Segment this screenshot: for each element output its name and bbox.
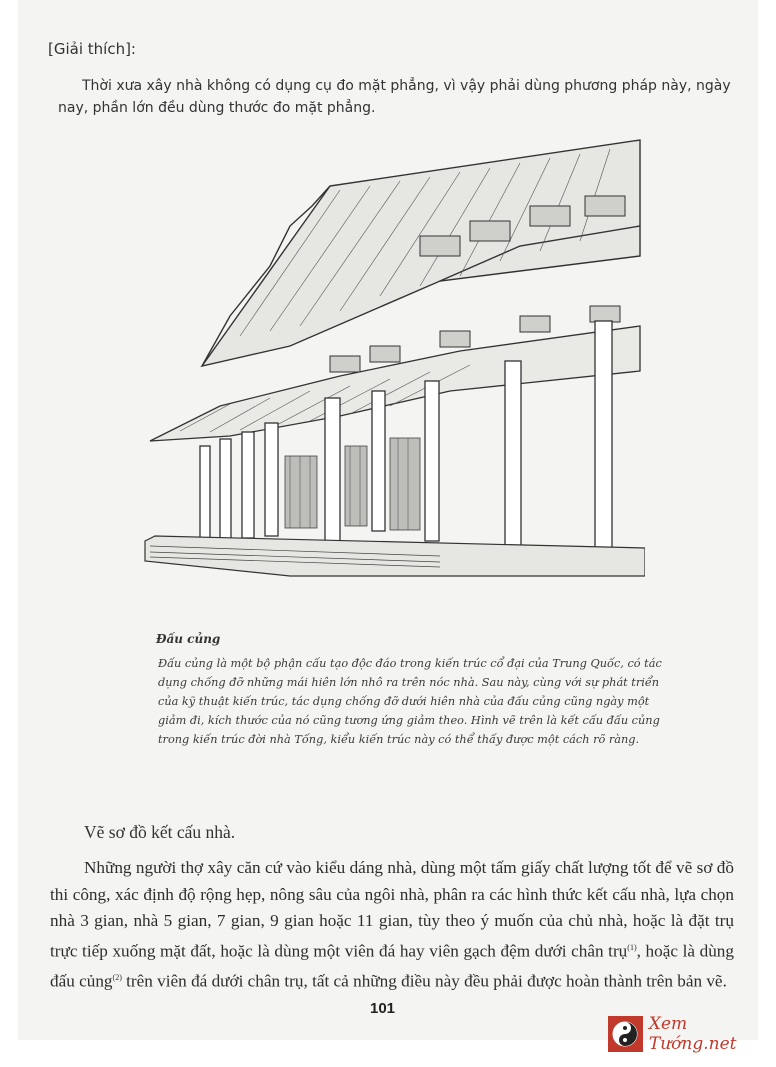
watermark-text: Xem Tướng.net	[648, 1014, 737, 1054]
figure-caption-text: Đấu củng là một bộ phận cấu tạo độc đáo trong kiến trúc cổ đại của Trung Quốc, có tác dụng chống đỡ những mái hiên lớn nhô ra trên nóc nhà. Sau này, cùng với sự phát triển của kỹ thuật kiến trúc, tác dụng chống đỡ dưới hiên nhà của đấu củng cũng ngày một giảm đi, kích thước của nó cũng tương ứng giảm theo. Hình vẽ trên là kết cấu đấu củng trong kiến trúc đời nhà Tống, kiểu kiến trúc này có thể thấy được một cách rõ ràng.	[158, 657, 662, 746]
body-text-part-1: Những người thợ xây căn cứ vào kiểu dáng nhà, dùng một tấm giấy chất lượng tốt để vẽ sơ đồ thi công, xác định độ rộng hẹp, nông sâu của ngôi nhà, phân ra các hình thức kết cấu nhà, lựa chọn nhà 3 gian, nhà 5 gian, 7 gian, 9 gian hoặc 11 gian, tùy theo ý muốn của chủ nhà, hoặc là đặt trụ trực tiếp xuống mặt đất, hoặc là dùng một viên đá hay viên gạch đệm dưới chân trụ	[50, 858, 734, 961]
section-heading: Vẽ sơ đồ kết cấu nhà.	[84, 822, 236, 842]
watermark-logo	[608, 1014, 776, 1054]
intro-paragraph: Thời xưa xây nhà không có dụng cụ đo mặt phẳng, vì vậy phải dùng phương pháp này, ngày nay, phần lớn đều dùng thước đo mặt phẳng.	[58, 78, 731, 116]
platform-base	[145, 536, 645, 576]
body-text-part-2: , hoặc là dùng đấu củng	[50, 941, 734, 991]
body-paragraph	[50, 855, 734, 995]
footnote-marker-1: (1)	[627, 942, 637, 952]
yin-yang-icon	[608, 1016, 643, 1052]
lattice-doors	[285, 438, 420, 530]
footnote-marker-2: (2)	[112, 972, 122, 982]
body-text-part-3: trên viên đá dưới chân trụ, tất cả những điều này đều phải được hoàn thành trên bản vẽ.	[121, 971, 727, 991]
temple-illustration	[140, 136, 645, 581]
page-number: 101	[370, 1000, 396, 1017]
figure-caption-title: Đấu củng	[156, 632, 221, 646]
section-label: [Giải thích]:	[48, 40, 136, 58]
